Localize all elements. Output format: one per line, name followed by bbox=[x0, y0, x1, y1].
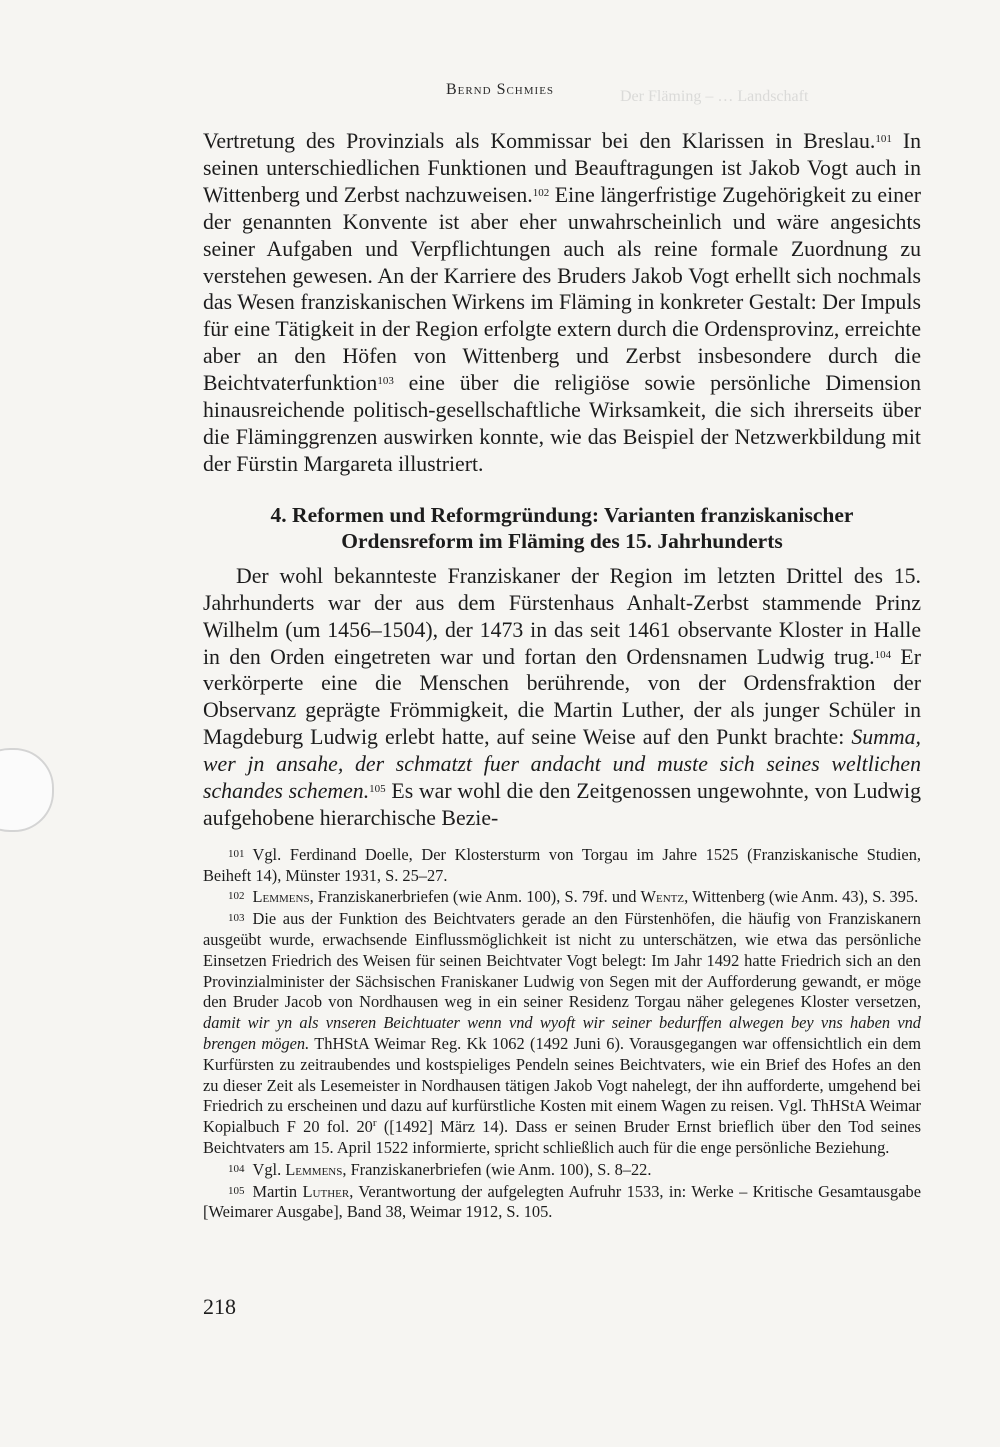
footnote-text: , Franziskanerbriefen (wie Anm. 100), S. 79f. und bbox=[309, 887, 641, 907]
paragraph-1 bbox=[203, 128, 921, 478]
text-run: Der wohl bekannteste Franziskaner der Region im letzten Drittel des 15. Jahrhunderts war der aus dem Fürstenhaus Anhalt-Zerbst stammende Prinz Wilhelm (um 1456–1504), der 1473 in das seit 1461 observante Kloster in Halle in den Orden eingetreten war und fortan den Ordensnamen Ludwig trug. bbox=[203, 563, 921, 669]
text-run: In seinen unterschiedlichen Funktionen und Beauftragungen ist Jakob Vogt auch in Wittenberg und Zerbst nachzuweisen. bbox=[203, 129, 922, 207]
footnote-text: , Franziskanerbriefen (wie Anm. 100), S. 8–22. bbox=[342, 1159, 652, 1179]
running-head-author: Bernd Schmies bbox=[445, 81, 555, 98]
section-heading-line-1: 4. Reformen und Reformgründung: Varianten franziskanischer bbox=[270, 502, 854, 527]
folio-recto-mark: r bbox=[372, 1117, 377, 1130]
luther-quote: Summa, wer jn ansahe, der schmatzt fuer andacht und muste sich seines weltlichen schandes schemen. bbox=[203, 725, 921, 804]
footnote-number: 104 bbox=[228, 1162, 245, 1175]
footnote-105 bbox=[203, 1181, 921, 1224]
footnote-text: , Wittenberg (wie Anm. 43), S. 395. bbox=[684, 887, 919, 907]
text-run: Er verkörperte eine die Menschen berührende, von der Ordensfraktion der Observanz geprägte Frömmigkeit, die Martin Luther, der als junger Schüler in Magdeburg Ludwig erlebt hatte, auf seine Weise auf den Punkt brachte: bbox=[203, 644, 921, 750]
footnote-text: Vgl. bbox=[252, 1159, 286, 1179]
footnote-ref-101: 101 bbox=[875, 133, 892, 145]
running-head-ghost: Der Fläming – … Landschaft bbox=[620, 88, 809, 105]
footnote-text: Martin bbox=[252, 1181, 303, 1201]
page-number: 218 bbox=[203, 1294, 236, 1319]
section-heading bbox=[213, 502, 911, 555]
footnote-103 bbox=[203, 908, 921, 1159]
footnote-number: 103 bbox=[228, 912, 245, 925]
footnote-text: ([1492] März 14). Dass er seinen Bruder Ernst brieflich über den Tod seines Beichtvaters am 15. April 1522 informierte, spricht schließlich auch für die enge persönliche Beziehung. bbox=[203, 1117, 921, 1157]
footnote-text: Vgl. Ferdinand Doelle, Der Klostersturm von Torgau im Jahre 1525 (Franziskanische Studien, Beiheft 14), Münster 1931, S. 25–27. bbox=[203, 844, 921, 885]
footnote-102 bbox=[203, 886, 921, 908]
author-name: Wentz bbox=[640, 887, 685, 907]
page-body bbox=[203, 128, 921, 1223]
text-run: eine über die religiöse sowie persönliche Dimension hinausreichende politisch-gesellschaftliche Wirksamkeit, die sich ihrerseits über die Fläminggrenzen auswirken konnte, wie das Beispiel der Netzwerkbildung mit der Fürstin Margareta illustriert. bbox=[203, 371, 921, 476]
footnotes bbox=[203, 844, 921, 1223]
text-run: Es war wohl die den Zeitgenossen ungewohnte, von Ludwig aufgehobene hierarchische Bezie- bbox=[203, 779, 921, 830]
footnote-ref-103: 103 bbox=[377, 375, 394, 388]
footnote-quote: damit wir yn als vnseren Beichtuater wenn vnd wyoft wir seiner bedurffen alwegen bey vns haben vnd brengen mögen. bbox=[203, 1013, 921, 1054]
text-run: Vertretung des Provinzials als Kommissar bei den Klarissen in Breslau. bbox=[203, 129, 876, 153]
scan-edge-shadow bbox=[0, 748, 54, 832]
footnote-ref-102: 102 bbox=[532, 186, 550, 199]
footnote-text: ThHStA Weimar Reg. Kk 1062 (1492 Juni 6). Vorausgegangen war offensichtlich ein dem Kurfürsten zu zeitraubendes und kostspieliges Pendeln seines Beichtvaters, wie ein Brief des Hofes an den zu dieser Zeit als Lesemeister in Nordhausen tätigen Jakob Vogt nahelegt, der ihn aufforderte, umgehend bei Friedrich zu erscheinen und dazu auf kurfürstliche Kosten mit einem Wagen zu reisen. Vgl. ThHStA Weimar Kopialbuch F 20 fol. 20 bbox=[203, 1034, 921, 1137]
footnote-ref-104: 104 bbox=[874, 648, 892, 661]
author-name: Lemmens bbox=[285, 1159, 343, 1179]
footnote-number: 102 bbox=[228, 890, 245, 903]
footnote-text: Die aus der Funktion des Beichtvaters gerade an den Fürstenhöfen, die häufig von Franziskanern ausgeübt wurde, erwachsende Einflussmöglichkeit ist nicht zu unterschätzen, wie etwa das persönliche Einsetzen Friedrich des Weisen für seinen Beichtvater Vogt belegt: Im Jahr 1492 hatte Friedrich sich an den Provinzialminister der Sächsischen Franiskaner Ludwig von Segen mit der Aufforderung gewandt, er möge den Bruder Jacob von Nordhausen weg in ein seiner Residenz Torgau näher gelegenes Kloster versetzen, bbox=[203, 909, 921, 1012]
author-name: Luther bbox=[302, 1181, 350, 1201]
footnote-ref-105: 105 bbox=[369, 783, 386, 796]
paragraph-2 bbox=[203, 563, 921, 832]
section-heading-line-2: Ordensreform im Fläming des 15. Jahrhunderts bbox=[341, 529, 783, 554]
footnote-text: , Verantwortung der aufgelegten Aufruhr 1533, in: Werke – Kritische Gesamtausgabe [Weimarer Ausgabe], Band 38, Weimar 1912, S. 105. bbox=[203, 1181, 921, 1222]
text-run: Eine längerfristige Zugehörigkeit zu einer der genannten Konvente ist aber eher unwahrscheinlich und wäre angesichts seiner Aufgaben und Verpflichtungen auch als reine formale Zuordnung zu verstehen gewesen. An der Karriere des Bruders Jakob Vogt erhellt sich nochmals das Wesen franziskanischen Wirkens im Fläming in konkreter Gestalt: Der Impuls für eine Tätigkeit in der Region erfolgte extern durch die Ordensprovinz, erreichte aber an den Höfen von Wittenberg und Zerbst insbesondere durch die Beichtvaterfunktion bbox=[203, 182, 921, 396]
running-head bbox=[0, 81, 1000, 99]
footnote-101 bbox=[203, 844, 921, 887]
author-name: Lemmens bbox=[252, 887, 310, 907]
footnote-104 bbox=[203, 1159, 921, 1181]
footnote-number: 101 bbox=[228, 847, 245, 860]
footnote-number: 105 bbox=[228, 1184, 245, 1197]
